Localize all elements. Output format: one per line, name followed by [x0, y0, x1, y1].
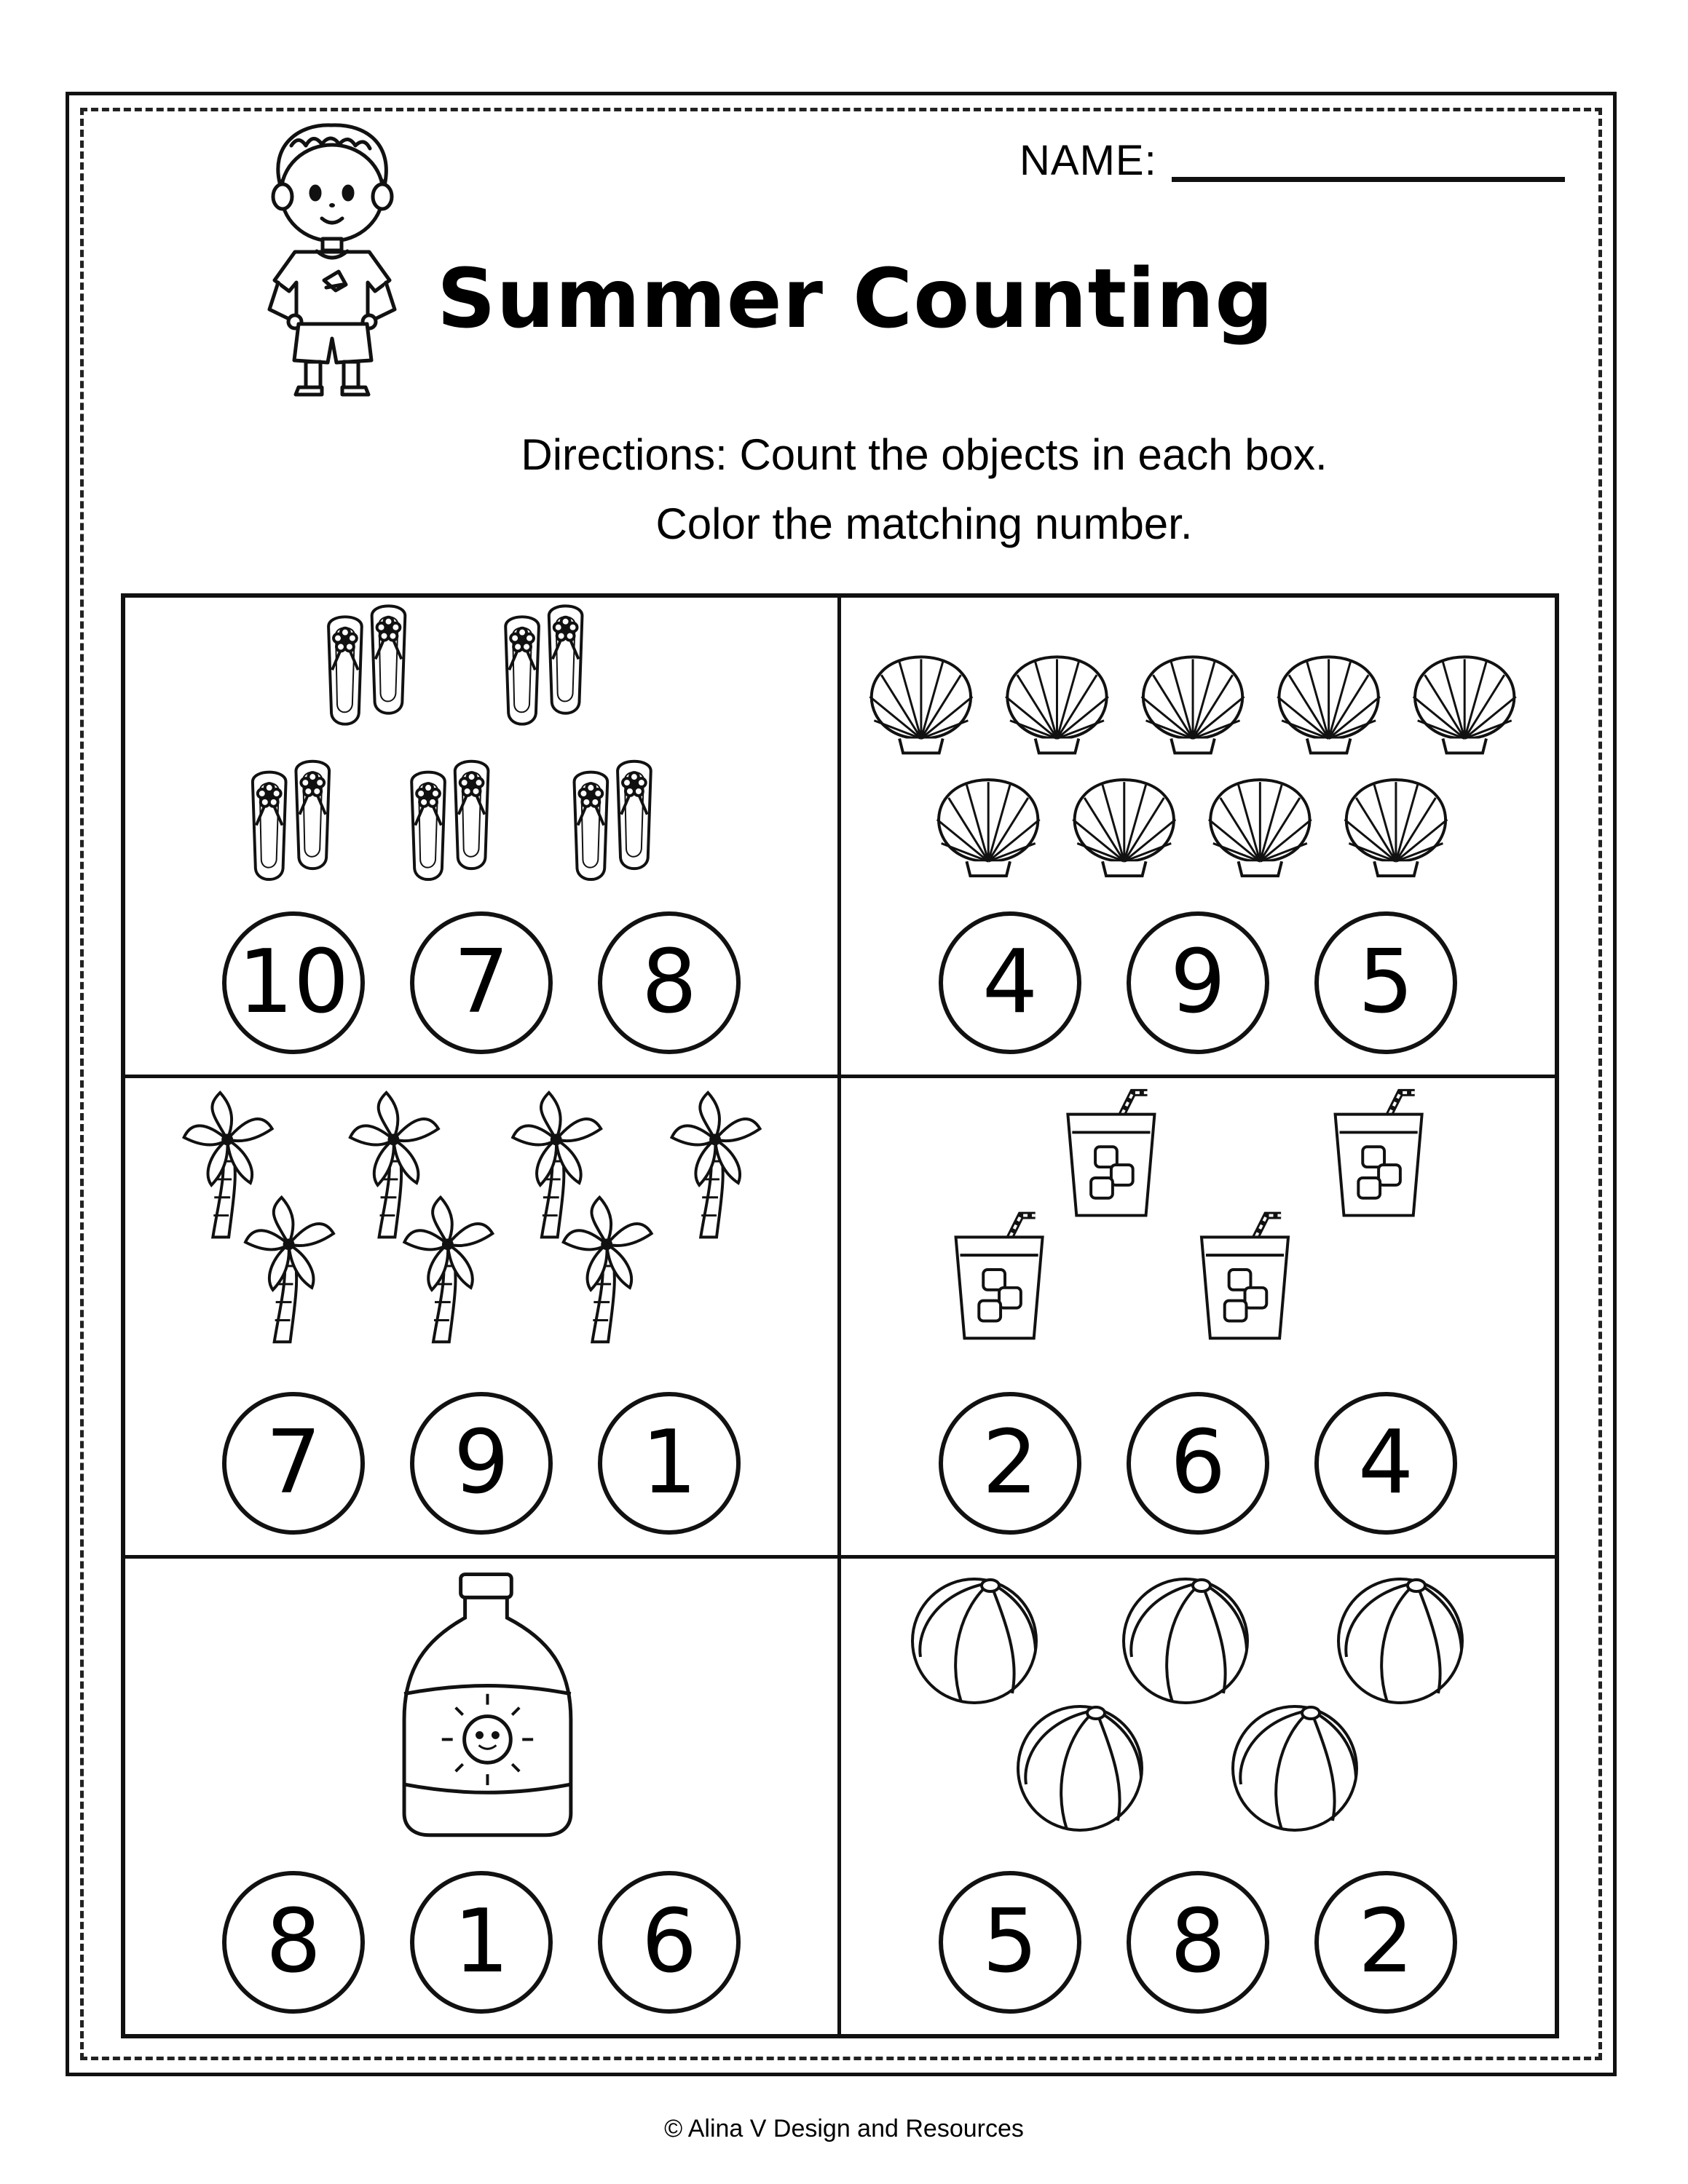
- answer-circle[interactable]: 10: [222, 911, 365, 1054]
- answer-circle[interactable]: 4: [939, 911, 1081, 1054]
- answer-choices: [125, 911, 837, 1054]
- answer-circle[interactable]: 7: [222, 1392, 365, 1535]
- directions-line-2: Color the matching number.: [655, 499, 1193, 548]
- answer-choices: [841, 1392, 1555, 1535]
- answer-circle[interactable]: 2: [939, 1392, 1081, 1535]
- answer-circle[interactable]: 1: [598, 1392, 741, 1535]
- answer-choices: [841, 1871, 1555, 2014]
- box-palm-trees: [125, 1078, 841, 1559]
- answer-circle[interactable]: 6: [1127, 1392, 1269, 1535]
- answer-circle[interactable]: 8: [222, 1871, 365, 2014]
- flip-flop-pair-4: [411, 761, 488, 879]
- answer-circle[interactable]: 1: [410, 1871, 553, 2014]
- counting-grid: [121, 593, 1559, 2038]
- flip-flop-pair-2: [505, 606, 582, 724]
- box-juice-glasses: [841, 1078, 1555, 1559]
- box-seashells: [841, 598, 1555, 1078]
- answer-choices: [125, 1392, 837, 1535]
- box-sunscreen: [125, 1559, 841, 2034]
- page-title: Summer Counting: [437, 252, 1274, 347]
- flip-flop-pair-5: [575, 761, 651, 879]
- answer-circle[interactable]: 5: [939, 1871, 1081, 2014]
- answer-circle[interactable]: 9: [1127, 911, 1269, 1054]
- answer-circle[interactable]: 8: [598, 911, 741, 1054]
- boy-illustration: [240, 116, 422, 400]
- flip-flop-pair-3: [253, 761, 329, 879]
- copyright-text: © Alina V Design and Resources: [664, 2115, 1024, 2143]
- name-line[interactable]: [1172, 135, 1565, 182]
- answer-circle[interactable]: 9: [410, 1392, 553, 1535]
- answer-choices: [125, 1871, 837, 2014]
- box-flip-flops: [125, 598, 841, 1078]
- box-beach-balls: [841, 1559, 1555, 2034]
- answer-circle[interactable]: 4: [1314, 1392, 1457, 1535]
- answer-circle[interactable]: 2: [1314, 1871, 1457, 2014]
- answer-circle[interactable]: 8: [1127, 1871, 1269, 2014]
- flip-flop-pair-1: [328, 606, 405, 724]
- name-label: NAME:: [1019, 137, 1157, 184]
- answer-choices: [841, 911, 1555, 1054]
- answer-circle[interactable]: 7: [410, 911, 553, 1054]
- answer-circle[interactable]: 6: [598, 1871, 741, 2014]
- name-field[interactable]: [1019, 135, 1565, 182]
- answer-circle[interactable]: 5: [1314, 911, 1457, 1054]
- directions-line-1: Directions: Count the objects in each box.: [521, 430, 1328, 479]
